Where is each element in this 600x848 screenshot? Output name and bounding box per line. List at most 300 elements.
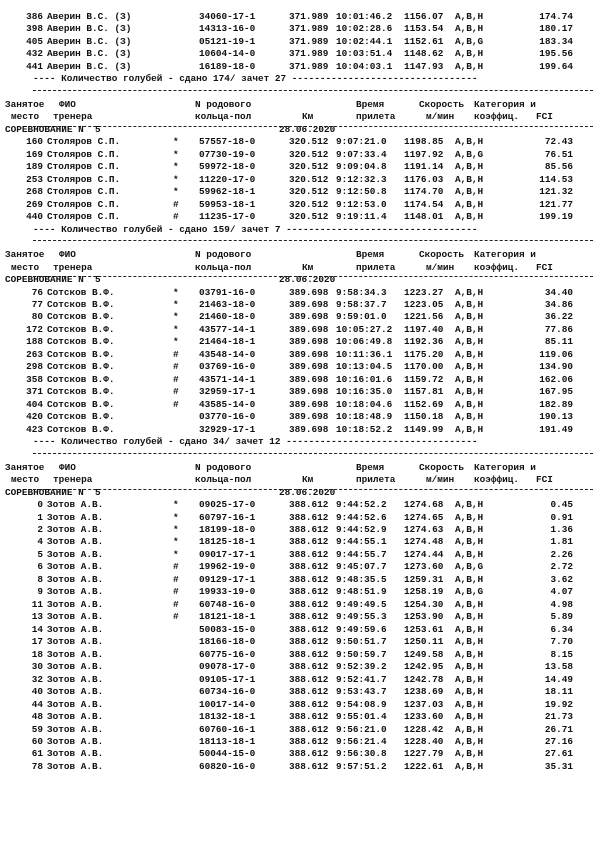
header-col3: кольца-пол — [195, 111, 252, 123]
distance-km: 389.698 — [289, 361, 329, 373]
fci-coefficient: 0.91 — [550, 511, 573, 523]
arrival-time: 9:56:21.4 — [336, 735, 387, 747]
ring-number: 09025-17-0 — [199, 499, 256, 511]
header-col1: Занятое — [5, 98, 45, 110]
speed-value: 1153.54 — [404, 23, 444, 35]
distance-km: 371.989 — [289, 35, 329, 47]
result-row — [26, 323, 593, 336]
place-number: 386 — [26, 11, 43, 22]
fci-coefficient: 6.34 — [550, 623, 573, 635]
trainer-name: Столяров С.П. — [47, 211, 121, 223]
place-number: 60 — [31, 735, 43, 747]
fci-coefficient: 35.31 — [544, 760, 573, 772]
category: A,B,H — [455, 711, 484, 723]
result-row — [26, 186, 593, 198]
place-number: 17 — [31, 636, 43, 648]
distance-km: 389.698 — [289, 298, 329, 310]
arrival-time: 9:49:59.6 — [336, 623, 387, 635]
trainer-name: Сотсков В.Ф. — [47, 386, 115, 398]
fci-coefficient: 5.89 — [550, 611, 573, 623]
trainer-name: Сотсков В.Ф. — [47, 361, 115, 373]
competition-label: СОРЕВНОВАНИЕ N 5 — [5, 274, 101, 286]
speed-value: 1258.19 — [404, 586, 444, 598]
distance-km: 389.698 — [289, 386, 329, 398]
fci-coefficient: 2.72 — [550, 561, 573, 573]
header-col4: Км — [302, 474, 314, 486]
result-row — [33, 699, 593, 711]
distance-km: 388.612 — [289, 598, 329, 610]
arrival-time: 9:50:51.7 — [336, 636, 387, 648]
speed-value: 1274.68 — [404, 499, 444, 511]
speed-value: 1197.92 — [404, 148, 444, 160]
trainer-name: Сотсков В.Ф. — [47, 423, 115, 435]
category: A,B,H — [455, 661, 484, 673]
speed-value: 1274.63 — [404, 524, 444, 535]
mark-symbol: # — [173, 586, 179, 598]
trainer-name: Столяров С.П. — [47, 148, 121, 160]
competition-date: 28.06.2020 — [279, 486, 336, 498]
mark-symbol: # — [173, 598, 179, 610]
result-row — [26, 48, 593, 60]
ring-number: 60760-16-1 — [199, 723, 256, 735]
fci-coefficient: 114.53 — [539, 173, 573, 185]
mark-symbol: * — [173, 536, 179, 548]
fci-coefficient: 1.81 — [550, 536, 573, 548]
speed-value: 1250.11 — [404, 636, 444, 648]
distance-km: 389.698 — [289, 311, 329, 323]
header-col3: кольца-пол — [195, 474, 252, 486]
place-number: 9 — [37, 586, 43, 598]
speed-value: 1238.69 — [404, 686, 444, 698]
trainer-name: Столяров С.П. — [47, 198, 121, 210]
mark-symbol: # — [173, 198, 179, 210]
mark-symbol: * — [173, 323, 179, 335]
arrival-time: 10:06:49.8 — [336, 336, 393, 348]
result-row — [26, 336, 593, 348]
distance-km: 320.512 — [289, 161, 329, 173]
speed-value: 1174.70 — [404, 186, 444, 198]
competition-label: СОРЕВНОВАНИЕ N 5 — [5, 486, 101, 498]
header-col1: место — [11, 474, 40, 486]
trainer-name: Столяров С.П. — [47, 136, 121, 148]
arrival-time: 9:12:50.8 — [336, 186, 387, 198]
speed-value: 1157.81 — [404, 386, 444, 398]
speed-value: 1170.00 — [404, 361, 444, 373]
header-col4: Время — [356, 249, 385, 261]
place-number: 59 — [31, 723, 43, 735]
distance-km: 389.698 — [289, 373, 329, 385]
ring-number: 18199-18-0 — [199, 524, 256, 535]
distance-km: 388.612 — [289, 636, 329, 648]
fci-coefficient: 19.92 — [544, 698, 573, 710]
speed-value: 1253.90 — [404, 611, 444, 623]
ring-number: 34060-17-1 — [199, 11, 256, 22]
mark-symbol: * — [173, 286, 179, 298]
distance-km: 371.989 — [289, 48, 329, 60]
mark-symbol: # — [173, 211, 179, 223]
trainer-name: Зотов А.В. — [47, 723, 104, 735]
place-number: 432 — [26, 48, 43, 60]
result-row — [26, 423, 593, 436]
separator — [33, 453, 593, 462]
place-number: 269 — [26, 198, 43, 210]
separator — [33, 240, 593, 249]
ring-number: 59953-18-1 — [199, 198, 256, 210]
arrival-time: 9:09:04.8 — [336, 161, 387, 173]
result-row — [26, 198, 593, 211]
arrival-time: 9:07:21.0 — [336, 136, 387, 148]
ring-number: 03769-16-0 — [199, 361, 256, 373]
competition-label: СОРЕВНОВАНИЕ N 5 — [5, 123, 101, 135]
ring-number: 09017-17-1 — [199, 548, 256, 560]
header-col5: Скорость — [419, 249, 465, 261]
category: A,B,H — [455, 336, 484, 348]
ring-number: 03770-16-0 — [199, 411, 256, 423]
header-col1: место — [11, 261, 40, 273]
trainer-name: Столяров С.П. — [47, 173, 121, 185]
mark-symbol: * — [173, 511, 179, 523]
trainer-name: Зотов А.В. — [47, 598, 104, 610]
place-number: 2 — [37, 524, 43, 535]
competition-date: 28.06.2020 — [279, 123, 336, 135]
trainer-name: Сотсков В.Ф. — [47, 286, 115, 298]
mark-symbol: # — [173, 386, 179, 398]
speed-value: 1174.54 — [404, 198, 444, 210]
result-row — [33, 649, 593, 661]
arrival-time: 9:44:52.2 — [336, 499, 387, 511]
header-line-2 — [11, 261, 593, 275]
distance-km: 388.612 — [289, 573, 329, 585]
category: A,B,H — [455, 361, 484, 373]
header-col1: Занятое — [5, 461, 45, 473]
place-number: 405 — [26, 35, 43, 47]
result-row — [26, 11, 593, 23]
ring-number: 60734-16-0 — [199, 686, 256, 698]
ring-number: 11220-17-0 — [199, 173, 256, 185]
distance-km: 388.612 — [289, 524, 329, 535]
trainer-name: Зотов А.В. — [47, 661, 104, 673]
ring-number: 10604-14-0 — [199, 48, 256, 60]
competition-line — [5, 274, 593, 286]
place-number: 14 — [31, 623, 43, 635]
distance-km: 388.612 — [289, 561, 329, 573]
header-col4: Км — [302, 261, 314, 273]
speed-value: 1149.99 — [404, 423, 444, 435]
category: A,B,H — [455, 499, 484, 511]
header-col1: место — [11, 111, 40, 123]
trainer-name: Сотсков В.Ф. — [47, 348, 115, 360]
arrival-time: 9:45:07.7 — [336, 561, 387, 573]
place-number: 44 — [31, 698, 43, 710]
distance-km: 388.612 — [289, 723, 329, 735]
header-col2: ФИО — [59, 461, 76, 473]
speed-value: 1159.72 — [404, 373, 444, 385]
distance-km: 320.512 — [289, 198, 329, 210]
distance-km: 388.612 — [289, 711, 329, 723]
distance-km: 388.612 — [289, 673, 329, 685]
result-row — [26, 386, 593, 398]
result-row — [26, 348, 593, 361]
arrival-time: 9:55:01.4 — [336, 711, 387, 723]
ring-number: 11235-17-0 — [199, 211, 256, 223]
distance-km: 388.612 — [289, 698, 329, 710]
category: A,B,H — [455, 648, 484, 660]
mark-symbol: # — [173, 611, 179, 623]
arrival-time: 10:18:04.6 — [336, 398, 393, 410]
category: A,B,H — [455, 48, 484, 60]
place-number: 172 — [26, 323, 43, 335]
trainer-name: Сотсков В.Ф. — [47, 336, 115, 348]
arrival-time: 10:13:04.5 — [336, 361, 393, 373]
header-col3: N родового — [195, 249, 252, 261]
ring-number: 16189-18-0 — [199, 60, 256, 72]
arrival-time: 10:11:36.1 — [336, 348, 393, 360]
category: A,B,H — [455, 60, 484, 72]
fci-coefficient: 18.11 — [544, 686, 573, 698]
result-row — [26, 136, 593, 148]
place-number: 48 — [31, 711, 43, 723]
result-row — [26, 148, 593, 161]
place-number: 32 — [31, 673, 43, 685]
fci-coefficient: 195.56 — [539, 48, 573, 60]
header-col6: м/мин — [426, 111, 455, 123]
trainer-name: Зотов А.В. — [47, 760, 104, 772]
header-line-1 — [5, 98, 593, 112]
header-col4: Время — [356, 461, 385, 473]
trainer-name: Зотов А.В. — [47, 561, 104, 573]
distance-km: 389.698 — [289, 398, 329, 410]
results-document — [5, 11, 593, 773]
arrival-time: 10:05:27.2 — [336, 323, 393, 335]
trainer-name: Аверин В.С. (З) — [47, 35, 132, 47]
header-col6: Категория и — [474, 249, 536, 261]
header-col2: ФИО — [59, 249, 76, 261]
category: A,B,H — [455, 348, 484, 360]
separator — [33, 90, 593, 99]
header-col4: Время — [356, 98, 385, 110]
fci-coefficient: 7.70 — [550, 636, 573, 648]
category: A,B,G — [455, 35, 484, 47]
speed-value: 1228.42 — [404, 723, 444, 735]
speed-value: 1274.65 — [404, 511, 444, 523]
result-row — [33, 524, 593, 536]
fci-coefficient: 191.49 — [539, 423, 573, 435]
trainer-name: Аверин В.С. (З) — [47, 23, 132, 35]
category: A,B,H — [455, 698, 484, 710]
arrival-time: 9:54:08.9 — [336, 698, 387, 710]
category: A,B,H — [455, 636, 484, 648]
mark-symbol: # — [173, 361, 179, 373]
fci-coefficient: 21.73 — [544, 711, 573, 723]
speed-value: 1192.36 — [404, 336, 444, 348]
arrival-time: 9:59:01.0 — [336, 311, 387, 323]
trainer-name: Зотов А.В. — [47, 524, 104, 535]
arrival-time: 9:53:43.7 — [336, 686, 387, 698]
category: A,B,H — [455, 686, 484, 698]
trainer-name: Зотов А.В. — [47, 748, 104, 760]
distance-km: 371.989 — [289, 11, 329, 22]
speed-value: 1221.56 — [404, 311, 444, 323]
fci-coefficient: 85.11 — [544, 336, 573, 348]
ring-number: 18113-18-1 — [199, 735, 256, 747]
ring-number: 19933-19-0 — [199, 586, 256, 598]
result-row — [33, 624, 593, 636]
header-line-1 — [5, 461, 593, 475]
speed-value: 1227.79 — [404, 748, 444, 760]
fci-coefficient: 4.98 — [550, 598, 573, 610]
ring-number: 60748-16-0 — [199, 598, 256, 610]
fci-coefficient: 27.16 — [544, 735, 573, 747]
trainer-name: Зотов А.В. — [47, 711, 104, 723]
trainer-name: Аверин В.С. (З) — [47, 48, 132, 60]
place-number: 80 — [31, 311, 43, 323]
ring-number: 59962-18-1 — [199, 186, 256, 198]
result-row — [33, 674, 593, 686]
ring-number: 32929-17-1 — [199, 423, 256, 435]
place-number: 371 — [26, 386, 43, 398]
speed-value: 1175.20 — [404, 348, 444, 360]
fci-coefficient: 119.06 — [539, 348, 573, 360]
fci-coefficient: 36.22 — [544, 311, 573, 323]
result-row — [33, 636, 593, 648]
distance-km: 389.698 — [289, 423, 329, 435]
result-row — [33, 499, 593, 511]
mark-symbol: * — [173, 336, 179, 348]
fci-coefficient: 26.71 — [544, 723, 573, 735]
arrival-time: 9:44:55.7 — [336, 548, 387, 560]
result-row — [33, 586, 593, 598]
place-number: 398 — [26, 23, 43, 35]
fci-coefficient: 199.19 — [539, 211, 573, 223]
arrival-time: 10:01:46.2 — [336, 11, 393, 22]
fci-coefficient: 121.77 — [539, 198, 573, 210]
ring-number: 43577-14-1 — [199, 323, 256, 335]
speed-value: 1147.93 — [404, 60, 444, 72]
mark-symbol: # — [173, 348, 179, 360]
ring-number: 05121-19-1 — [199, 35, 256, 47]
place-number: 0 — [37, 499, 43, 511]
ring-number: 21463-18-0 — [199, 298, 256, 310]
speed-value: 1150.18 — [404, 411, 444, 423]
mark-symbol: * — [173, 173, 179, 185]
fci-coefficient: 190.13 — [539, 411, 573, 423]
ring-number: 19962-19-0 — [199, 561, 256, 573]
arrival-time: 9:49:49.5 — [336, 598, 387, 610]
category: A,B,G — [455, 148, 484, 160]
distance-km: 388.612 — [289, 748, 329, 760]
category: A,B,H — [455, 298, 484, 310]
header-col5: Скорость — [419, 461, 465, 473]
place-number: 11 — [31, 598, 43, 610]
fci-coefficient: 183.34 — [539, 35, 573, 47]
header-col8: FCI — [536, 261, 553, 273]
arrival-time: 9:19:11.4 — [336, 211, 387, 223]
result-row — [33, 536, 593, 548]
arrival-time: 9:07:33.4 — [336, 148, 387, 160]
speed-value: 1259.31 — [404, 573, 444, 585]
header-col5: Скорость — [419, 98, 465, 110]
speed-value: 1152.61 — [404, 35, 444, 47]
trainer-name: Зотов А.В. — [47, 499, 104, 511]
result-row — [33, 686, 593, 698]
category: A,B,H — [455, 760, 484, 772]
category: A,B,H — [455, 186, 484, 198]
category: A,B,H — [455, 11, 484, 22]
distance-km: 388.612 — [289, 735, 329, 747]
ring-number: 18132-18-1 — [199, 711, 256, 723]
mark-symbol: * — [173, 524, 179, 535]
place-number: 76 — [31, 286, 43, 298]
fci-coefficient: 167.95 — [539, 386, 573, 398]
ring-number: 14313-16-0 — [199, 23, 256, 35]
fci-coefficient: 3.62 — [550, 573, 573, 585]
header-col7: коэффиц. — [474, 111, 520, 123]
distance-km: 388.612 — [289, 661, 329, 673]
category: A,B,H — [455, 23, 484, 35]
header-col3: N родового — [195, 98, 252, 110]
mark-symbol: * — [173, 136, 179, 148]
place-number: 13 — [31, 611, 43, 623]
distance-km: 389.698 — [289, 411, 329, 423]
place-number: 253 — [26, 173, 43, 185]
result-row — [33, 661, 593, 673]
result-row — [33, 574, 593, 586]
place-number: 298 — [26, 361, 43, 373]
speed-value: 1148.62 — [404, 48, 444, 60]
pigeon-count-line: ---- Количество голубей - сдано 159/ зачет 7 ---------------------------------- — [33, 223, 478, 235]
result-row — [26, 161, 593, 173]
distance-km: 320.512 — [289, 136, 329, 148]
category: A,B,H — [455, 323, 484, 335]
ring-number: 59972-18-0 — [199, 161, 256, 173]
header-col7: коэффиц. — [474, 261, 520, 273]
place-number: 188 — [26, 336, 43, 348]
trainer-name: Сотсков В.Ф. — [47, 373, 115, 385]
column-header — [5, 98, 593, 124]
distance-km: 320.512 — [289, 148, 329, 160]
trainer-name: Зотов А.В. — [47, 636, 104, 648]
header-col2: тренера — [53, 111, 93, 123]
mark-symbol: # — [173, 373, 179, 385]
category: A,B,H — [455, 423, 484, 435]
mark-symbol: * — [173, 148, 179, 160]
category: A,B,H — [455, 386, 484, 398]
ring-number: 50083-15-0 — [199, 623, 256, 635]
fci-coefficient: 1.36 — [550, 524, 573, 535]
category: A,B,H — [455, 573, 484, 585]
place-number: 358 — [26, 373, 43, 385]
fci-coefficient: 182.89 — [539, 398, 573, 410]
result-row — [26, 60, 593, 73]
ring-number: 60775-16-0 — [199, 648, 256, 660]
mark-symbol: * — [173, 499, 179, 511]
category: A,B,H — [455, 673, 484, 685]
distance-km: 320.512 — [289, 211, 329, 223]
place-number: 78 — [31, 760, 43, 772]
arrival-time: 10:18:52.2 — [336, 423, 393, 435]
arrival-time: 9:57:51.2 — [336, 760, 387, 772]
result-row — [33, 549, 593, 561]
header-line-1 — [5, 249, 593, 262]
result-row — [33, 611, 593, 623]
arrival-time: 9:50:59.7 — [336, 648, 387, 660]
place-number: 1 — [37, 511, 43, 523]
trainer-name: Зотов А.В. — [47, 673, 104, 685]
results-group-stolyarov — [26, 136, 593, 223]
ring-number: 57557-18-0 — [199, 136, 256, 148]
ring-number: 09105-17-1 — [199, 673, 256, 685]
arrival-time: 9:49:55.3 — [336, 611, 387, 623]
